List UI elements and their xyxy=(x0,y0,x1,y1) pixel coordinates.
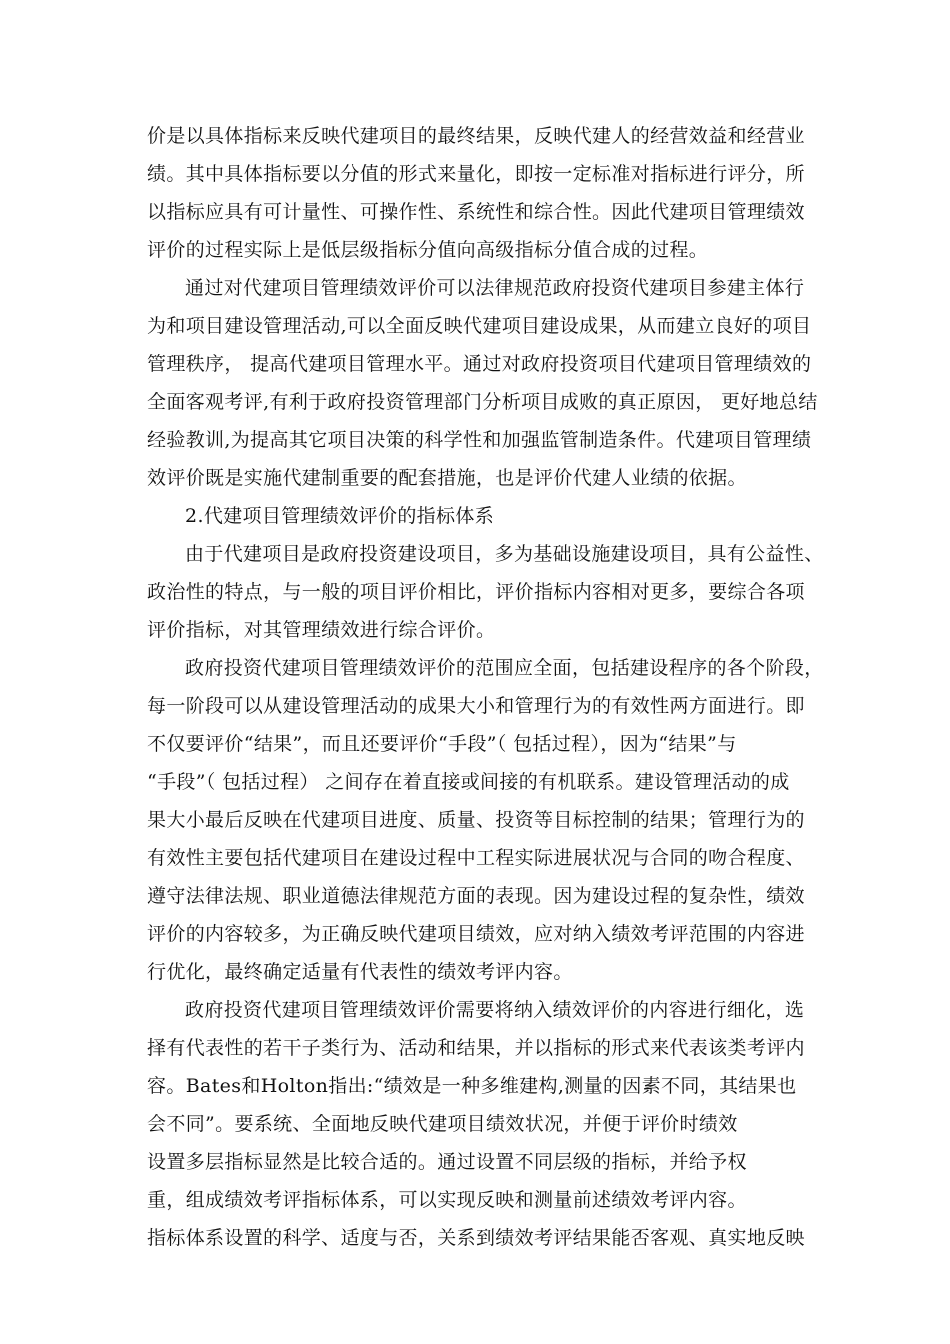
text-line: 评价指标，对其管理绩效进行综合评价。 xyxy=(147,619,496,641)
text-line: “手段”（ 包括过程） 之间存在着直接或间接的有机联系。建设管理活动的成 xyxy=(147,771,790,793)
text-line: 有效性主要包括代建项目在建设过程中工程实际进展状况与合同的吻合程度、 xyxy=(147,847,805,869)
text-line: 评价的过程实际上是低层级指标分值向高级指标分值合成的过程。 xyxy=(147,239,709,261)
text-line: 政府投资代建项目管理绩效评价的范围应全面，包括建设程序的各个阶段， xyxy=(185,657,824,679)
text-line: 不仅要评价“结果”，而且还要评价“手段”（ 包括过程），因为“结果”与 xyxy=(147,733,737,755)
text-line: 容。Bates和Holton指出:“绩效是一种多维建构,测量的因素不同，其结果也 xyxy=(147,1075,797,1097)
text-line: 设置多层指标显然是比较合适的。通过设置不同层级的指标，并给予权 xyxy=(147,1151,747,1173)
section-heading: 2.代建项目管理绩效评价的指标体系 xyxy=(185,505,495,527)
text-line: 管理秩序， 提高代建项目管理水平。通过对政府投资项目代建项目管理绩效的 xyxy=(147,353,812,375)
text-line: 价是以具体指标来反映代建项目的最终结果，反映代建人的经营效益和经营业 xyxy=(147,125,805,147)
text-line: 指标体系设置的科学、适度与否，关系到绩效考评结果能否客观、真实地反映 xyxy=(147,1227,805,1249)
text-line: 通过对代建项目管理绩效评价可以法律规范政府投资代建项目参建主体行 xyxy=(185,277,805,299)
text-line: 遵守法律法规、职业道德法律规范方面的表现。因为建设过程的复杂性，绩效 xyxy=(147,885,805,907)
text-line: 为和项目建设管理活动,可以全面反映代建项目建设成果，从而建立良好的项目 xyxy=(147,315,812,337)
text-line: 绩。其中具体指标要以分值的形式来量化，即按一定标准对指标进行评分，所 xyxy=(147,163,805,185)
text-line: 每一阶段可以从建设管理活动的成果大小和管理行为的有效性两方面进行。即 xyxy=(147,695,805,717)
text-line: 重，组成绩效考评指标体系，可以实现反映和测量前述绩效考评内容。 xyxy=(147,1189,747,1211)
text-line: 会不同”。要系统、全面地反映代建项目绩效状况，并便于评价时绩效 xyxy=(147,1113,738,1135)
text-line: 果大小最后反映在代建项目进度、质量、投资等目标控制的结果；管理行为的 xyxy=(147,809,805,831)
text-line: 政府投资代建项目管理绩效评价需要将纳入绩效评价的内容进行细化，选 xyxy=(185,999,805,1021)
text-line: 效评价既是实施代建制重要的配套措施，也是评价代建人业绩的依据。 xyxy=(147,467,747,489)
text-line: 择有代表性的若干子类行为、活动和结果，并以指标的形式来代表该类考评内 xyxy=(147,1037,805,1059)
text-line: 评价的内容较多，为正确反映代建项目绩效，应对纳入绩效考评范围的内容进 xyxy=(147,923,805,945)
text-line: 行优化，最终确定适量有代表性的绩效考评内容。 xyxy=(147,961,573,983)
text-line: 政治性的特点，与一般的项目评价相比，评价指标内容相对更多，要综合各项 xyxy=(147,581,805,603)
text-line: 以指标应具有可计量性、可操作性、系统性和综合性。因此代建项目管理绩效 xyxy=(147,201,805,223)
text-line: 全面客观考评,有利于政府投资管理部门分析项目成败的真正原因， 更好地总结 xyxy=(147,391,818,413)
text-line: 经验教训,为提高其它项目决策的科学性和加强监管制造条件。代建项目管理绩 xyxy=(147,429,812,451)
text-line: 由于代建项目是政府投资建设项目，多为基础设施建设项目，具有公益性、 xyxy=(185,543,824,565)
